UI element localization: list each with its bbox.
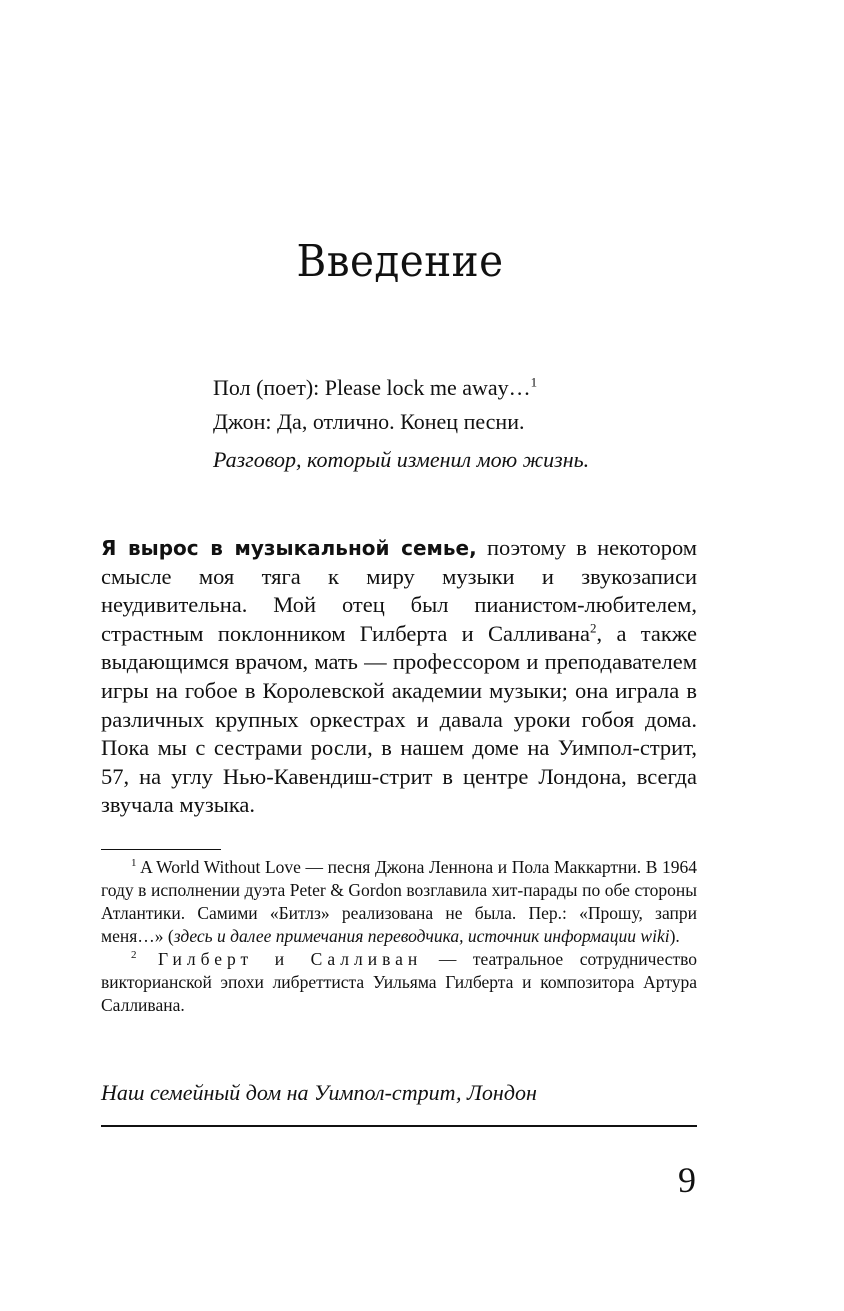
footnote-term: Гилберт и Салливан [136,949,423,969]
page-number: 9 [678,1160,696,1200]
epigraph-line-1 [213,371,693,405]
footnote-2 [101,948,697,1017]
footnote-ref-1[interactable]: 1 [530,374,538,390]
footnote-ref-2[interactable]: 2 [590,620,597,636]
footnote-italic-note: здесь и далее примечания переводчика, источник информации wiki [173,926,670,946]
epigraph-line-2: Джон: Да, отлично. Конец песни. [213,409,525,434]
epigraph-quote: Please lock me away… [324,375,531,400]
photo-caption: Наш семейный дом на Уимпол-стрит, Лондон [101,1080,537,1105]
footnote-number: 2 [131,949,137,962]
footnote-text-end: ). [669,926,680,946]
body-text-part-2: , а также выдающимся врачом, мать — профессором и преподавателем игры на гобое в Королевской академии музыки; она играла в различных крупных оркестрах и давала уроки гобоя дома. Пока мы с сестрами росли, в нашем доме на Уимпол-стрит, 57, на углу Нью-Кавендиш-стрит в центре Лондона, всегда звучала музыка. [101,620,697,818]
epigraph-speaker: Пол (поет): [213,375,325,400]
body-paragraph [101,534,697,820]
footnotes [101,856,697,1017]
epigraph [213,371,693,477]
footnote-number: 1 [131,857,137,870]
chapter-title: Введение [296,236,504,287]
footnote-text: — театральное сотрудничество викторианской эпохи либреттиста Уильяма Гилберта и композитора Артура Салливана. [101,949,697,1015]
caption-rule [101,1125,697,1127]
body-text-part-1: поэтому в некотором смысле моя тяга к миру музыки и звукозаписи неудивительна. Мой отец был пианистом-любителем, страстным поклонником Гилберта и Салливана [101,535,698,646]
footnote-divider [101,849,221,850]
lead-in: Я вырос в музыкальной семье, [101,536,477,560]
footnote-1 [101,856,697,948]
footnote-text: A World Without Love — песня Джона Леннона и Пола Маккартни. В 1964 году в исполнении дуэта Peter & Gordon возглавила хит-парады по обе стороны Атлантики. Самими «Битлз» реализована не была. Пер.: «Прошу, запри меня…» ( [101,857,697,946]
epigraph-source: Разговор, который изменил мою жизнь. [213,447,590,472]
